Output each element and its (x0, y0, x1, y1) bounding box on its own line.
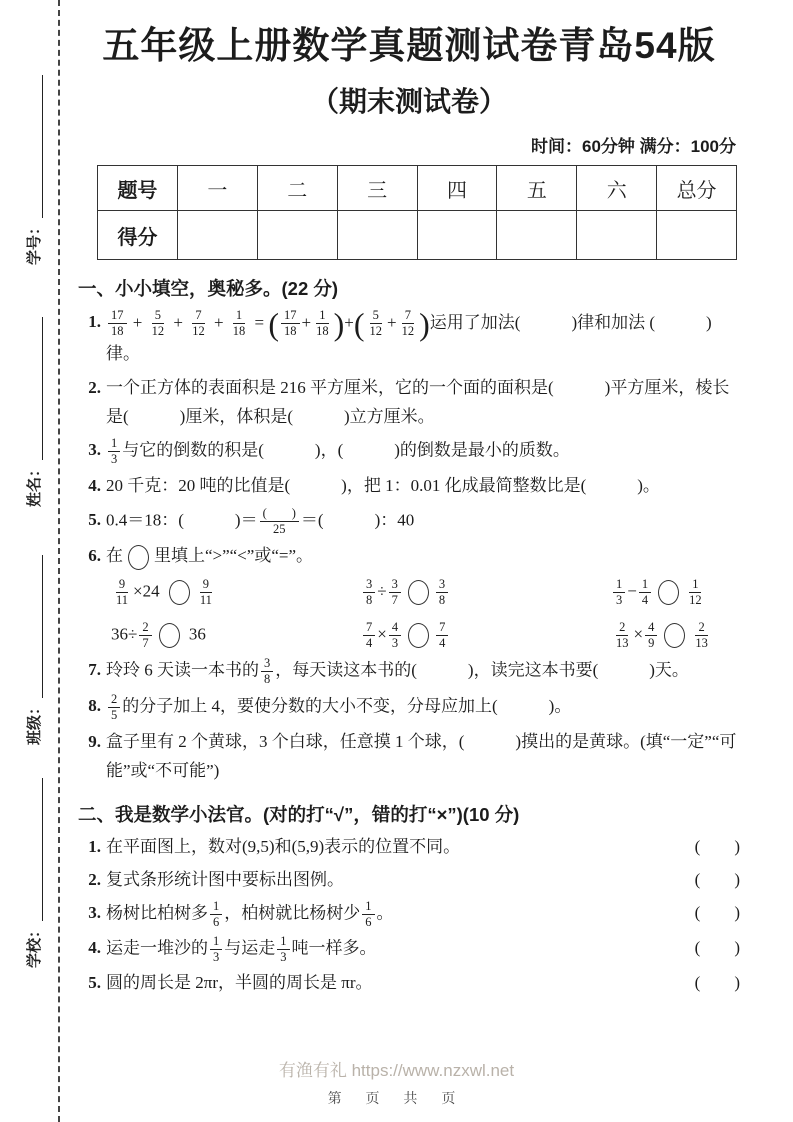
text-segment: 36 (184, 624, 206, 644)
text-segment: 36÷ (111, 624, 138, 644)
text-segment: 的分子加上 4，要使分数的大小不变，分母应加上( )。 (122, 696, 572, 716)
text-segment: − (627, 581, 637, 601)
question-9 (78, 728, 740, 786)
comparison-item (111, 577, 361, 608)
question-number: 1. (88, 836, 101, 856)
score-col-6: 六 (577, 166, 657, 211)
section1-heading: 一、小小填空，奥秘多。(22 分) (78, 278, 339, 299)
answer-parens[interactable]: ( ) (694, 836, 740, 856)
score-col-5: 五 (497, 166, 577, 211)
question-6 (78, 542, 740, 571)
text-segment: 。 (376, 902, 394, 922)
fraction: $\frac{2}{13}$ (616, 620, 629, 651)
score-col-2: 二 (257, 166, 337, 211)
page-footer (0, 1056, 793, 1108)
question-number: 2. (88, 869, 101, 889)
text-segment: 复式条形统计图中要标出图例。 (106, 869, 344, 889)
fraction: $\frac{5}{12}$ (369, 308, 383, 339)
fraction: $\frac{1}{3}$ (613, 577, 625, 608)
question-number: 7. (88, 660, 101, 680)
fraction: $\frac{9}{11}$ (199, 577, 212, 608)
text-segment: ×24 (133, 581, 164, 601)
fraction: $\frac{4}{9}$ (645, 620, 657, 651)
question-body (106, 542, 740, 571)
fraction: $\frac{1}{3}$ (277, 934, 289, 965)
question-number: 4. (88, 476, 101, 496)
fraction: $\frac{4}{3}$ (389, 620, 401, 651)
score-blank-cell[interactable] (497, 211, 577, 260)
text-segment: 吨一样多。 (291, 937, 377, 957)
answer-parens[interactable]: ( ) (694, 869, 740, 889)
big-parenthesis: ( (268, 305, 280, 342)
comparison-item (361, 577, 611, 608)
score-table-header-row (98, 166, 737, 211)
paper-content (78, 0, 740, 1001)
student-id-label: 学号： (25, 219, 43, 265)
fraction: $\frac{3}{8}$ (261, 656, 273, 687)
question-number: 5. (88, 510, 101, 530)
comparison-item (361, 620, 611, 651)
comparison-grid (111, 577, 740, 651)
fraction: $\frac{1}{18}$ (232, 308, 246, 339)
text-segment: 盒子里有 2 个黄球，3 个白球，任意摸 1 个球，( )摸出的是黄球。(填“一定”“可能”或“不可能”) (106, 732, 737, 781)
text-segment: + (344, 312, 354, 332)
text-segment: 与它的倒数的积是( )，( )的倒数是最小的质数。 (122, 440, 570, 460)
question-body (106, 728, 740, 786)
score-blank-cell[interactable] (257, 211, 337, 260)
question-number: 6. (88, 546, 101, 566)
question-body (106, 656, 740, 687)
answer-parens[interactable]: ( ) (694, 937, 740, 957)
fraction: $\frac{1}{3}$ (210, 934, 222, 965)
question-body (106, 436, 740, 467)
text-segment: × (377, 624, 387, 644)
big-parenthesis: ) (419, 305, 430, 342)
question-7 (78, 656, 740, 687)
watermark-brand-url: 有渔有礼 https://www.nzxwl.net (278, 1061, 515, 1080)
question-body (106, 692, 740, 723)
question-number: 3. (88, 902, 101, 922)
fraction: $\frac{17}{18}$ (281, 308, 300, 339)
answer-circle[interactable] (159, 623, 180, 648)
judge-item-5 (78, 969, 740, 998)
school-field (16, 778, 50, 968)
question-4 (78, 472, 740, 501)
comparison-item (611, 620, 740, 651)
text-segment: = (250, 312, 269, 332)
class-blank[interactable] (23, 555, 43, 698)
question-1 (78, 305, 740, 369)
judge-item-4 (78, 934, 740, 965)
fraction: $\frac{7}{4}$ (363, 620, 375, 651)
text-segment: ÷ (377, 581, 387, 601)
answer-circle[interactable] (658, 580, 679, 605)
judge-item-1 (78, 833, 740, 862)
question-8 (78, 692, 740, 723)
fraction: $\frac{1}{6}$ (210, 899, 222, 930)
score-blank-cell[interactable] (337, 211, 417, 260)
judge-item-3 (78, 899, 740, 930)
text-segment: ，柏树就比杨树少 (224, 902, 361, 922)
comparison-item (111, 620, 361, 651)
text-segment: + (301, 312, 312, 332)
fraction: $\frac{1}{12}$ (689, 577, 702, 608)
text-segment: 玲玲 6 天读一本书的 (106, 660, 259, 680)
question-number: 3. (88, 440, 101, 460)
question-body (106, 472, 740, 501)
text-segment: 在 (106, 546, 123, 566)
answer-circle[interactable] (169, 580, 190, 605)
text-segment: + (387, 312, 397, 332)
class-label: 班级： (25, 699, 43, 745)
name-field (16, 317, 50, 507)
question-number: 9. (88, 732, 101, 752)
judge-statement (106, 833, 676, 862)
text-segment: 里填上“>”“<”或“=”。 (154, 546, 314, 566)
page-subtitle: （期末测试卷） (310, 86, 507, 117)
student-id-field (16, 75, 50, 265)
question-3 (78, 436, 740, 467)
question-2 (78, 374, 740, 432)
score-col-3: 三 (337, 166, 417, 211)
score-col-1: 一 (177, 166, 257, 211)
text-segment: ，每天读这本书的( )，读完这本书要( )天。 (275, 660, 689, 680)
text-segment: + (128, 312, 147, 332)
big-parenthesis: ) (333, 305, 345, 342)
question-number-label: 题号 (98, 166, 178, 211)
big-parenthesis: ( (353, 305, 365, 342)
page-number-label: 第 页 共 页 (327, 1090, 466, 1106)
fraction: $\frac{( )}{25}$ (260, 506, 299, 537)
seal-dashed-line (58, 0, 60, 1122)
section2-heading: 二、我是数学小法官。(对的打“√”，错的打“×”)(10 分) (78, 803, 520, 825)
fraction: $\frac{17}{18}$ (108, 308, 127, 339)
student-id-blank[interactable] (23, 75, 43, 218)
judge-statement (106, 969, 676, 998)
text-segment: 运走一堆沙的 (106, 937, 208, 957)
fraction: $\frac{3}{8}$ (363, 577, 375, 608)
question-number: 4. (88, 937, 101, 957)
text-segment: ＝( )：40 (300, 510, 415, 530)
text-segment: 0.4＝18：( )＝ (106, 510, 258, 530)
fraction: $\frac{1}{3}$ (108, 436, 120, 467)
fraction: $\frac{1}{4}$ (639, 577, 651, 608)
question-number: 5. (88, 972, 101, 992)
fraction: $\frac{7}{12}$ (401, 308, 415, 339)
score-blank-cell[interactable] (577, 211, 657, 260)
text-segment: 杨树比柏树多 (106, 902, 208, 922)
fraction: $\frac{1}{6}$ (362, 899, 374, 930)
school-label: 学校： (25, 922, 43, 968)
fraction: $\frac{2}{5}$ (108, 692, 120, 723)
question-body (106, 305, 740, 369)
question-body (106, 374, 740, 432)
text-segment: 运用了加法( )律和加法 ( )律。 (106, 312, 712, 363)
question-number: 1. (88, 311, 101, 331)
answer-parens[interactable]: ( ) (694, 972, 740, 992)
score-blank-cell[interactable] (177, 211, 257, 260)
text-segment: + (209, 312, 228, 332)
judge-statement (106, 934, 676, 965)
fraction: $\frac{3}{8}$ (436, 577, 448, 608)
answer-parens[interactable]: ( ) (694, 902, 740, 922)
text-segment: 圆的周长是 2πr，半圆的周长是 πr。 (106, 972, 373, 992)
text-segment: × (633, 624, 644, 644)
question-5 (78, 506, 740, 537)
comparison-item (611, 577, 740, 608)
school-blank[interactable] (23, 778, 43, 921)
text-segment: 20 千克：20 吨的比值是( )，把 1：0.01 化成最简整数比是( )。 (106, 476, 660, 496)
judge-statement (106, 866, 676, 895)
fraction: $\frac{2}{13}$ (695, 620, 708, 651)
judge-statement (106, 899, 676, 930)
text-segment: + (169, 312, 188, 332)
score-col-4: 四 (417, 166, 497, 211)
text-segment: 在平面图上，数对(9,5)和(5,9)表示的位置不同。 (106, 836, 461, 856)
page-title: 五年级上册数学真题测试卷青岛54版 (102, 25, 716, 66)
answer-circle[interactable] (664, 623, 685, 648)
score-table (97, 165, 737, 260)
answer-circle[interactable] (408, 580, 429, 605)
fraction: $\frac{7}{12}$ (192, 308, 205, 339)
fraction: $\frac{2}{7}$ (139, 620, 151, 651)
fraction: $\frac{3}{7}$ (389, 577, 401, 608)
score-blank-cell[interactable] (657, 211, 737, 260)
name-label: 姓名： (25, 461, 43, 507)
answer-circle[interactable] (408, 623, 429, 648)
class-field (16, 555, 50, 745)
question-number: 2. (88, 377, 101, 397)
fraction: $\frac{9}{11}$ (116, 577, 129, 608)
score-table-score-row (98, 211, 737, 260)
fraction: $\frac{1}{18}$ (316, 308, 329, 339)
fraction: $\frac{5}{12}$ (151, 308, 165, 339)
text-segment: 一个正方体的表面积是 216 平方厘米，它的一个面的面积是( )平方厘米，棱长是( )厘米，体积是( )立方厘米。 (106, 377, 730, 426)
score-col-total: 总分 (657, 166, 737, 211)
question-number: 8. (88, 696, 101, 716)
fraction: $\frac{7}{4}$ (436, 620, 448, 651)
score-label: 得分 (98, 211, 178, 260)
judge-item-2 (78, 866, 740, 895)
exam-meta: 时间：60分钟 满分：100分 (531, 137, 736, 156)
text-segment: 与运走 (224, 937, 276, 957)
name-blank[interactable] (23, 317, 43, 460)
question-body (106, 506, 740, 537)
score-blank-cell[interactable] (417, 211, 497, 260)
answer-circle[interactable] (128, 545, 149, 570)
